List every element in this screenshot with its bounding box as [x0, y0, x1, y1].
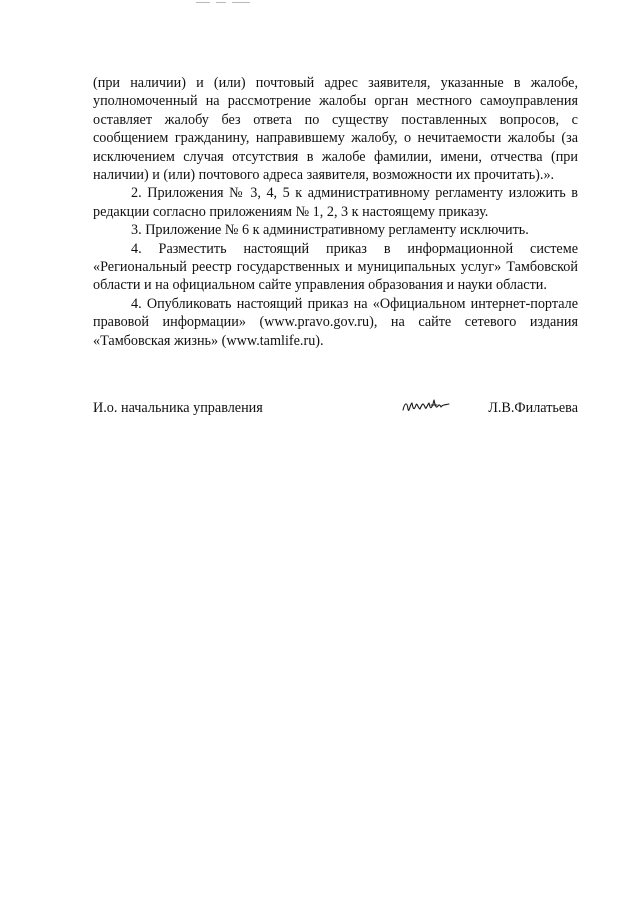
paragraph-item-5: 4. Опубликовать настоящий приказ на «Официальном интернет-портале правовой информации» (www.pravo.gov.ru), на сайте сетевого издания «Тамбовская жизнь» (www.tamlife.ru). — [93, 295, 578, 349]
paragraph-continued: (при наличии) и (или) почтовый адрес заявителя, указанные в жалобе, уполномоченный на рассмотрение жалобы орган местного самоуправления оставляет жалобу без ответа по существу поставленных вопросов, с сообщением гражданину, направившему жалобу, о нечитаемости жалобы (за исключением случая отсутствия в жалобе фамилии, имени, отчества (при наличии) и (или) почтового адреса заявителя, возможности их прочитать).». — [93, 75, 578, 184]
signature-block — [93, 396, 578, 420]
scan-artifact — [196, 2, 256, 5]
signatory-name: Л.В.Филатьева — [488, 400, 578, 416]
signatory-position: И.о. начальника управления — [93, 400, 263, 416]
document-body — [93, 74, 578, 350]
paragraph-item-4: 4. Разместить настоящий приказ в информационной системе «Региональный реестр государственных и муниципальных услуг» Тамбовской области и на официальном сайте управления образования и науки области. — [93, 240, 578, 294]
paragraph-item-3: 3. Приложение № 6 к административному регламенту исключить. — [131, 222, 529, 239]
paragraph-item-2: 2. Приложения № 3, 4, 5 к административному регламенту изложить в редакции согласно приложениям № 1, 2, 3 к настоящему приказу. — [93, 185, 578, 220]
handwritten-signature — [401, 396, 451, 416]
